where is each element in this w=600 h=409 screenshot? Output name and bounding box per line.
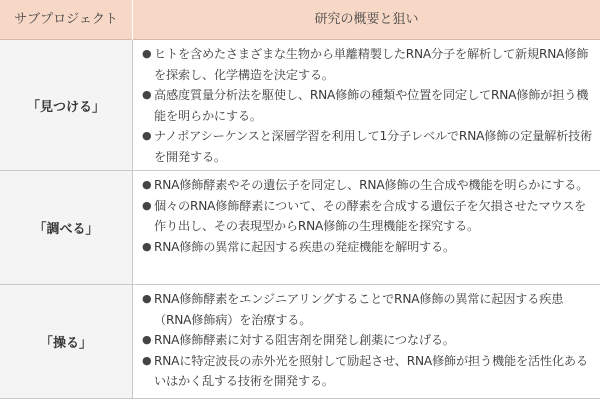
list-item [142, 196, 596, 237]
bullet-text: 高感度質量分析法を駆使し、RNA修飾の種類や位置を同定してRNA修飾が担う機能を明らかにする。 [154, 88, 589, 123]
bullet-icon: ● [142, 353, 152, 367]
table-header [0, 0, 600, 40]
list-item [142, 289, 596, 330]
row-content-investigate [134, 171, 596, 284]
bullet-icon: ● [142, 239, 152, 253]
list-item [142, 237, 596, 258]
bullet-text: ナノポアシーケンスと深層学習を利用して1分子レベルでRNA修飾の定量解析技術を開発する。 [154, 129, 593, 164]
bullet-text: RNA修飾酵素やその遺伝子を同定し、RNA修飾の生合成や機能を明らかにする。 [154, 178, 589, 192]
bullet-icon: ● [142, 292, 152, 305]
row-content-find [134, 40, 596, 170]
bullet-text: RNA修飾の異常に起因する疾患の発症機能を解明する。 [154, 239, 456, 254]
bullet-icon: ● [142, 129, 152, 143]
bullet-icon: ● [142, 178, 152, 191]
list-item [142, 351, 596, 392]
bullet-text: RNA修飾酵素をエンジニアリングすることでRNA修飾の異常に起因する疾患（RNA修飾病）を治療する。 [154, 292, 564, 327]
row-label-manipulate: 「操る」 [0, 285, 132, 398]
list-item [142, 85, 596, 126]
list-item [142, 175, 596, 196]
bullet-text: 個々のRNA修飾酵素について、その酵素を合成する遺伝子を欠損させたマウスを作り出し、その表現型からRNA修飾の生理機能を探究する。 [154, 198, 587, 234]
row-content-manipulate [134, 285, 596, 398]
bullet-text: RNAに特定波長の赤外光を照射して励起させ、RNA修飾が担う機能を活性化あるいはかく乱する技術を開発する。 [154, 353, 588, 389]
bullet-text: RNA修飾酵素に対する阻害剤を開発し創薬につなげる。 [154, 333, 455, 348]
list-item [142, 126, 596, 167]
list-item [142, 44, 596, 85]
table-row-investigate [0, 171, 600, 285]
row-divider [132, 40, 133, 170]
row-divider [132, 171, 133, 284]
header-subproject: サブプロジェクト [14, 12, 118, 27]
bullet-icon: ● [142, 333, 152, 347]
row-label-find: 「見つける」 [0, 40, 132, 170]
bullet-icon: ● [142, 47, 152, 60]
row-label-investigate: 「調べる」 [0, 171, 132, 284]
list-item [142, 330, 596, 351]
bullet-icon: ● [142, 198, 152, 212]
bullet-text: ヒトを含めたさまざまな生物から単離精製したRNA分子を解析して新規RNA修飾を探索し、化学構造を決定する。 [154, 47, 589, 82]
table-row-manipulate [0, 285, 600, 399]
row-divider [132, 285, 133, 398]
header-overview: 研究の概要と狙い [314, 12, 419, 27]
table-row-find [0, 40, 600, 171]
bullet-icon: ● [142, 88, 152, 102]
